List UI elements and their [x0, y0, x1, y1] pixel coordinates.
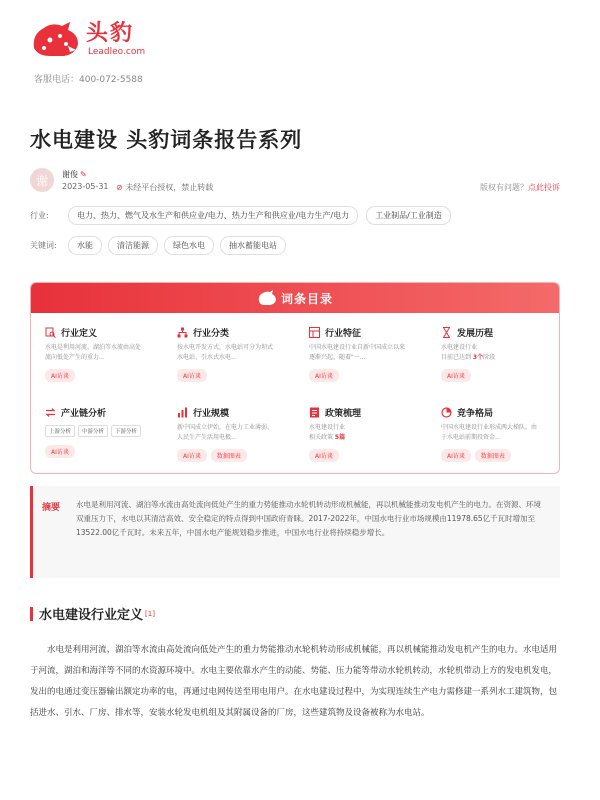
avatar[interactable]: 谢: [30, 168, 54, 192]
grid-icon: [309, 327, 320, 338]
toc-desc-line: 水电建设行业: [309, 424, 346, 431]
pen-icon: ✎: [80, 170, 87, 179]
toc-item-desc: 新中国成立伊始，在电力工业薄弱、人民生产生活用电极...: [177, 424, 273, 441]
industry-label: 行业:: [30, 211, 49, 220]
report-link[interactable]: 点此投诉: [528, 183, 560, 192]
industry-tag[interactable]: 工业制品/工业制造: [366, 206, 451, 225]
keyword-tag[interactable]: 绿色水电: [164, 236, 214, 255]
author-name-text: 谢俊: [62, 170, 78, 179]
logo-cn-text: 头豹: [86, 21, 135, 46]
copyright-notice-text: 未经平台授权，禁止转载: [125, 183, 214, 192]
pie-chart-icon: [441, 407, 452, 418]
author-name[interactable]: [62, 169, 87, 180]
ai-interview-chip[interactable]: AI访谈: [309, 449, 339, 462]
page-header: [30, 20, 570, 90]
footnote-ref-link[interactable]: [1]: [145, 609, 155, 618]
section-title: 水电建设行业定义: [39, 608, 144, 623]
ai-interview-chip[interactable]: AI访谈: [441, 369, 471, 382]
toc-header: [31, 283, 559, 313]
hourglass-icon: [441, 327, 452, 338]
report-area: [480, 182, 560, 193]
midstream-tag[interactable]: 中游分析: [78, 425, 108, 437]
hierarchy-icon: [177, 327, 188, 338]
chain-arrows-icon: [45, 407, 56, 418]
ai-interview-chip[interactable]: AI访谈: [177, 369, 207, 382]
section-heading: [30, 604, 155, 623]
hotline-text: 客服电话：400-072-5588: [34, 75, 143, 85]
prohibited-icon: ⊘: [116, 183, 123, 192]
logo-en-text: Leadleo.com: [88, 47, 146, 57]
leopard-icon: [257, 290, 277, 306]
keywords-row: [30, 236, 292, 255]
toc-item-title: 行业定义: [61, 328, 98, 339]
data-chart-chip[interactable]: 数据图表: [475, 449, 511, 462]
leopard-logo-icon: [30, 20, 82, 60]
definition-paragraph: 水电是利用河流、湖泊等水流由高处流向低处产生的重力势能推动水轮机转动形成机械能，再以机械能推动发电机产生的电力。水电适用于河流，湖泊和海洋等不同的水资源环境中。水电主要依靠水产生的动能、势能、压力能等带动水轮机转动，水轮机带动上方的发电机发电，发出的电通过变压器输出额定功率的电，再通过电网传送至用电用户。在水电建设过程中，为实现连续生产电力需修建一系列水工建筑物，包括进水、引水、厂房、排水等，安装水轮发电机组及其附属设备的厂房，这些建筑物及设备被称为水电站。: [30, 645, 558, 718]
toc-item-desc: 水电是利用河流、湖泊等水流由高处流向低处产生的重力...: [45, 344, 141, 361]
toc-desc-count: 5篇: [334, 434, 346, 441]
toc-panel: [30, 282, 560, 474]
bar-chart-icon: [177, 407, 188, 418]
industry-tag[interactable]: 电力、热力、燃气及水生产和供应业/电力、热力生产和供应业/电力生产/电力: [68, 206, 358, 225]
keyword-tag[interactable]: 抽水蓄能电站: [220, 236, 286, 255]
publish-date: 2023-05-31: [62, 182, 109, 191]
toc-item-desc: [441, 343, 537, 363]
author-row: [30, 168, 570, 196]
abstract-accent-bar: [30, 486, 33, 578]
leadleo-logo[interactable]: [30, 20, 145, 60]
ai-interview-chip[interactable]: AI访谈: [177, 449, 207, 462]
toc-item-title: 产业链分析: [61, 408, 107, 419]
toc-item-industry-chain[interactable]: [45, 405, 177, 458]
industry-row: [30, 206, 457, 225]
downstream-tag[interactable]: 下游分析: [111, 425, 141, 437]
toc-item-desc: [309, 423, 405, 443]
toc-item-features[interactable]: [309, 325, 441, 382]
abstract-text: 水电是利用河流、湖泊等水流由高处流向低处产生的重力势能推动水轮机转动形成机械能，再以机械能推动发电机产生的电力。在资源、环境双重压力下，水电以其清洁高效、安全稳定的特点得到中国政府青睐。2017-2022年，中国水电行业市场规模由11978.65亿千瓦时增加至13522.00亿千瓦时。未来五年，中国水电产能规划稳步推进，中国水电行业将持续稳步增长。: [76, 500, 541, 537]
toc-item-title: 行业特征: [325, 328, 362, 339]
toc-item-title: 行业分类: [193, 328, 230, 339]
toc-desc-line: 阶段: [483, 354, 496, 361]
toc-item-desc: 中国水电建设行业形成两大梯队。由于水电站前期投资金...: [441, 424, 537, 441]
toc-item-desc: 中国水电建设行业自新中国成立以来逐渐兴起，随着"一...: [309, 344, 405, 361]
search-doc-icon: [45, 327, 56, 338]
upstream-tag[interactable]: 上游分析: [45, 425, 75, 437]
abstract-box: [30, 486, 560, 578]
report-prefix: 版权有问题？: [480, 183, 528, 192]
ai-interview-chip[interactable]: AI访谈: [309, 369, 339, 382]
toc-item-title: 竞争格局: [457, 408, 494, 419]
document-icon: [309, 407, 320, 418]
toc-item-definition[interactable]: [45, 325, 177, 382]
keyword-tag[interactable]: 清洁能源: [108, 236, 158, 255]
toc-item-policy[interactable]: [309, 405, 441, 462]
toc-item-title: 发展历程: [457, 328, 494, 339]
abstract-label: 摘要: [42, 503, 61, 513]
page-title: 水电建设 头豹词条报告系列: [30, 128, 303, 152]
ai-interview-chip[interactable]: AI访谈: [441, 449, 471, 462]
toc-item-title: 行业规模: [193, 408, 230, 419]
keyword-tag[interactable]: 水能: [68, 236, 102, 255]
toc-item-classification[interactable]: [177, 325, 309, 382]
copyright-notice: [116, 182, 213, 193]
toc-item-desc: 按水电开发方式，水电站可分为坝式水电站、引水式水电...: [177, 344, 273, 361]
section-accent-bar: [30, 607, 33, 621]
data-chart-chip[interactable]: 数据图表: [211, 449, 247, 462]
toc-desc-count: 3个: [472, 354, 484, 361]
toc-header-text: 词条目录: [280, 291, 333, 306]
ai-interview-chip[interactable]: AI访谈: [45, 369, 75, 382]
ai-interview-chip[interactable]: AI访谈: [45, 445, 75, 458]
toc-desc-line: 相关政策: [309, 434, 335, 441]
toc-desc-line: 目前已达到: [441, 354, 473, 361]
toc-item-competition[interactable]: [441, 405, 560, 462]
toc-item-title: 政策梳理: [325, 408, 362, 419]
toc-item-scale[interactable]: [177, 405, 309, 462]
toc-item-history[interactable]: [441, 325, 560, 382]
toc-desc-line: 水电建设行业: [441, 344, 478, 351]
keywords-label: 关键词:: [30, 241, 57, 250]
